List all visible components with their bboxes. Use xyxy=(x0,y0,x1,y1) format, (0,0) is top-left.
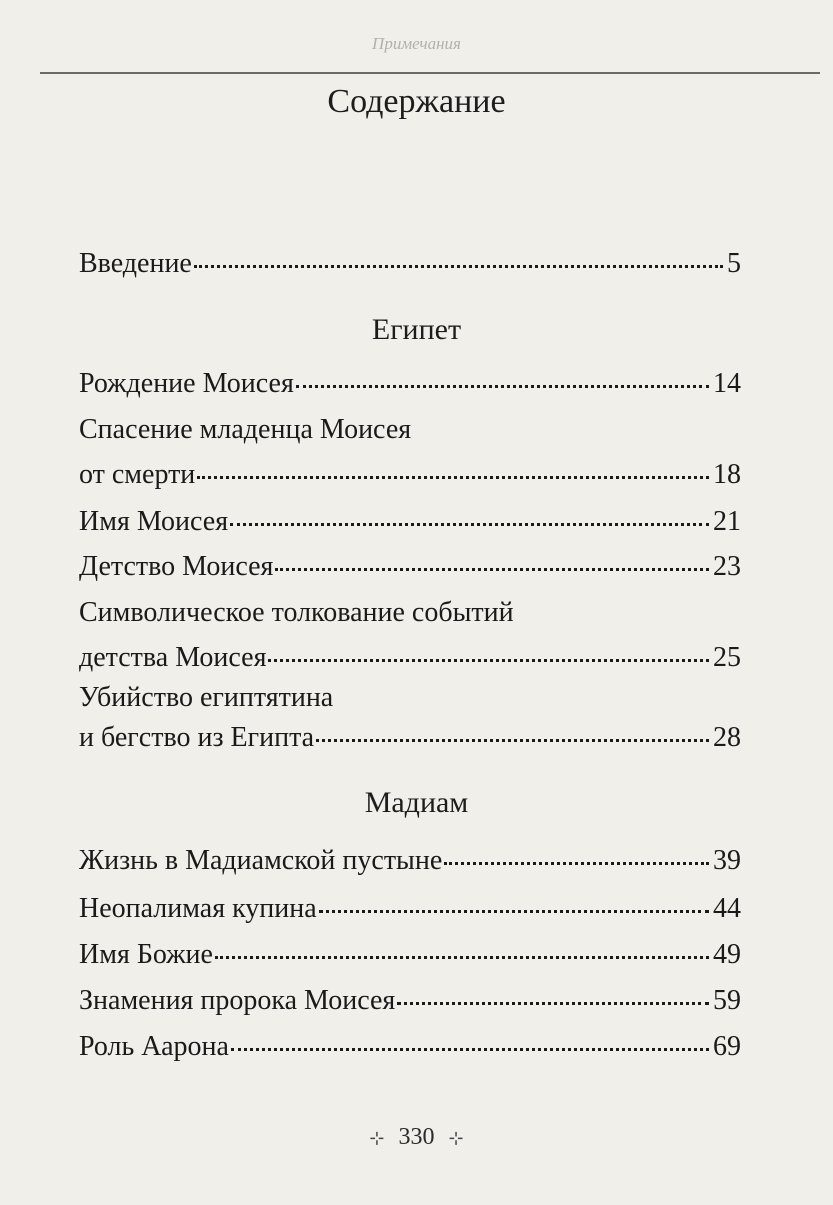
toc-entry xyxy=(79,640,741,676)
toc-entry xyxy=(79,1029,741,1065)
toc-entry-title-line1: Спасение младенца Моисея xyxy=(79,414,412,445)
toc-entry-title: и бегство из Египта xyxy=(79,722,315,753)
toc-entry xyxy=(79,549,741,585)
toc-entry-title: Детство Моисея xyxy=(79,551,274,582)
leader-dots xyxy=(194,265,723,268)
toc-entry-page: 49 xyxy=(713,939,741,970)
toc-entry xyxy=(79,366,741,402)
page-title: Содержание xyxy=(327,83,506,120)
toc-entry-page: 23 xyxy=(713,551,741,582)
toc-entry-title-line1: Символическое толкование событий xyxy=(79,597,514,628)
toc-entry xyxy=(79,504,741,540)
ornament-right-icon: ⊹ xyxy=(448,1128,464,1148)
toc-entry-page: 25 xyxy=(713,642,741,673)
leader-dots xyxy=(231,1048,709,1051)
toc-entry-page: 21 xyxy=(713,506,741,537)
toc-entry-page: 14 xyxy=(713,368,741,399)
toc-entry-page: 5 xyxy=(727,248,741,279)
page-number-value: 330 xyxy=(398,1124,435,1150)
toc-entry-title: детства Моисея xyxy=(79,642,267,673)
toc-entry-title-line1: Убийство египтятина xyxy=(79,682,334,713)
leader-dots xyxy=(319,910,709,913)
toc-entry-page: 28 xyxy=(713,722,741,753)
toc-entry xyxy=(79,720,741,756)
toc-entry xyxy=(79,891,741,927)
leader-dots xyxy=(397,1002,709,1005)
leader-dots xyxy=(296,385,709,388)
toc-entry-title: Неопалимая купина xyxy=(79,893,317,924)
leader-dots xyxy=(316,739,709,742)
toc-entry-title: Знамения пророка Моисея xyxy=(79,985,396,1016)
toc-entry-title: Рождение Моисея xyxy=(79,368,294,399)
toc-entry-title: Роль Аарона xyxy=(79,1031,229,1062)
toc-entry xyxy=(79,937,741,973)
toc-entry-title: Имя Моисея xyxy=(79,506,229,537)
toc-entry-title: от смерти xyxy=(79,459,196,490)
toc-entry xyxy=(79,246,741,282)
toc-entry-page: 44 xyxy=(713,893,741,924)
toc-entry-page: 59 xyxy=(713,985,741,1016)
section-heading: Египет xyxy=(371,313,462,346)
toc-entry-title: Введение xyxy=(79,248,192,279)
leader-dots xyxy=(268,659,709,662)
toc-entry-title: Жизнь в Мадиамской пустыне xyxy=(79,845,443,876)
toc-entry-page: 39 xyxy=(713,845,741,876)
toc-entry xyxy=(79,983,741,1019)
page-number xyxy=(0,1124,833,1151)
leader-dots xyxy=(275,568,709,571)
leader-dots xyxy=(215,956,709,959)
leader-dots xyxy=(197,476,709,479)
toc-entry-page: 18 xyxy=(713,459,741,490)
ornament-left-icon: ⊹ xyxy=(369,1128,385,1148)
toc-entry xyxy=(79,457,741,493)
leader-dots xyxy=(230,523,709,526)
leader-dots xyxy=(444,862,709,865)
toc-entry xyxy=(79,843,741,879)
running-head: Примечания xyxy=(372,34,461,53)
toc-entry-title: Имя Божие xyxy=(79,939,213,970)
section-heading: Мадиам xyxy=(364,786,469,819)
top-rule xyxy=(40,72,820,74)
toc-entry-page: 69 xyxy=(713,1031,741,1062)
